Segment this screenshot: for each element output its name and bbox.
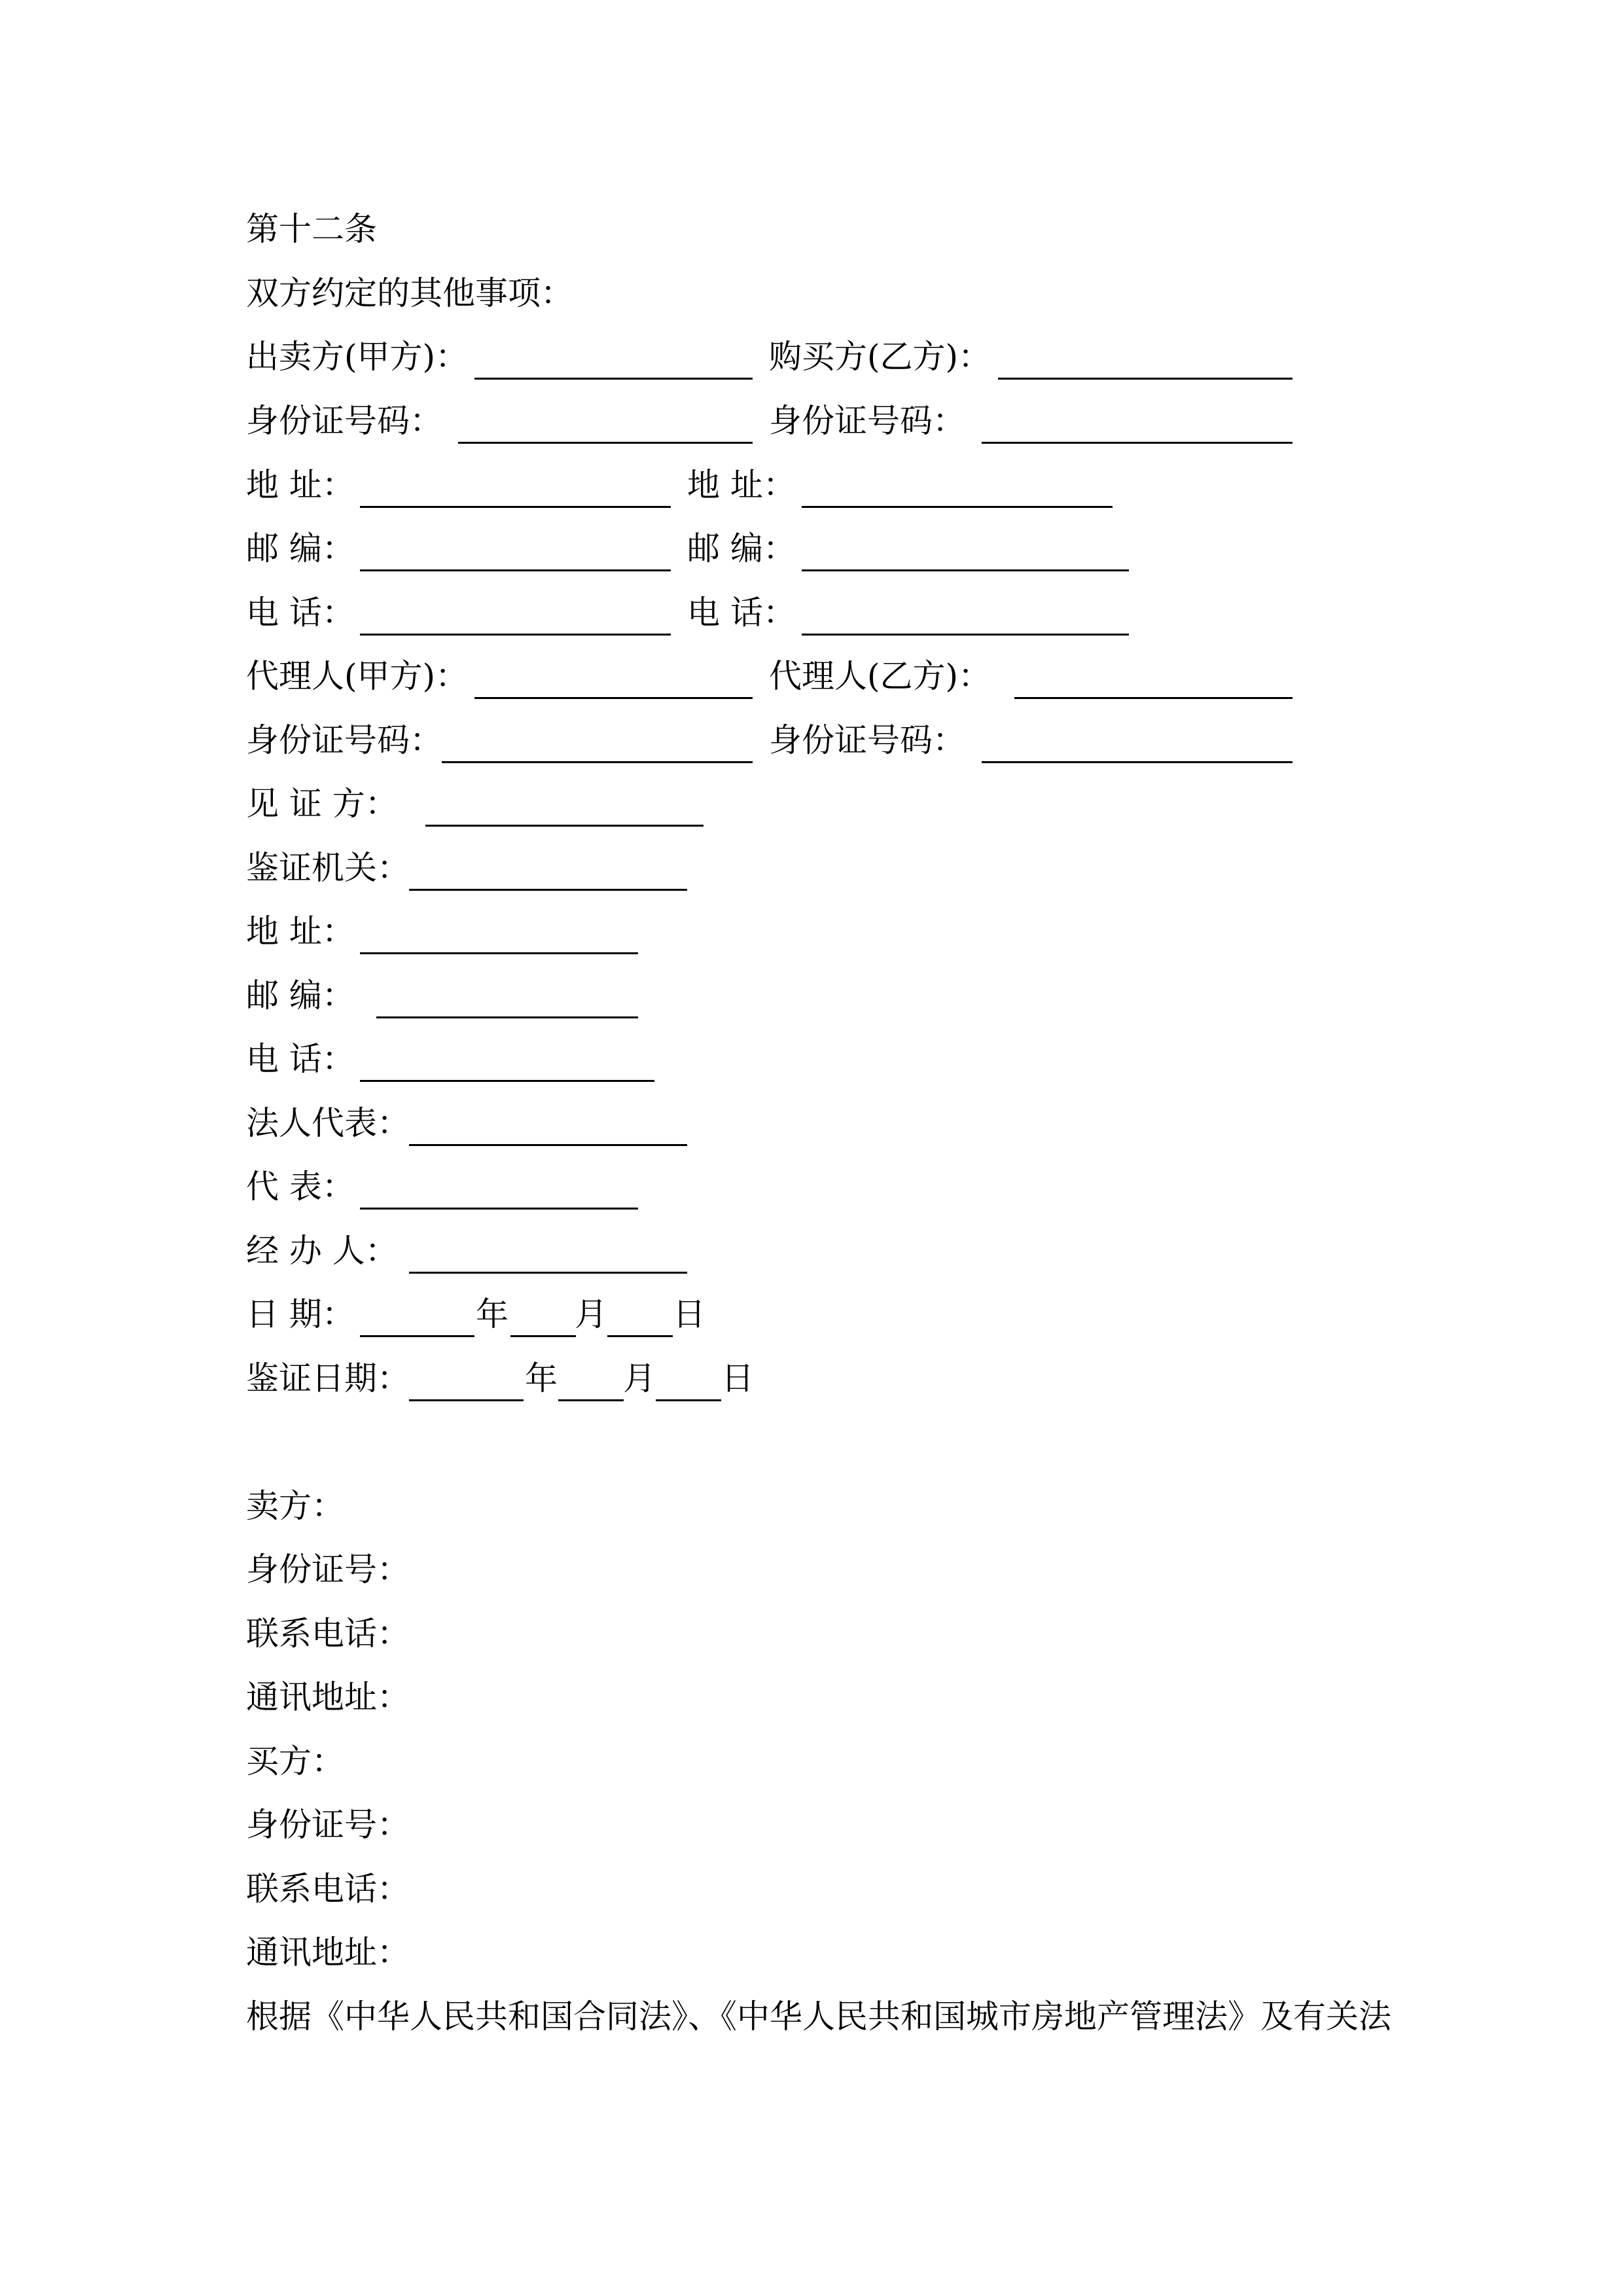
buyer-blank bbox=[998, 332, 1293, 380]
auth-date-month-unit: 月 bbox=[623, 1359, 656, 1397]
date-year-unit: 年 bbox=[476, 1295, 508, 1333]
date-month-unit: 月 bbox=[575, 1295, 607, 1333]
witness-row bbox=[0, 1226, 1623, 1276]
buyer-id-blank bbox=[982, 396, 1293, 444]
auth-date-year-unit: 年 bbox=[525, 1359, 558, 1397]
closing-line bbox=[0, 1992, 1623, 2041]
representative-label: 代 表： bbox=[246, 1168, 355, 1206]
date-day-blank bbox=[607, 1289, 673, 1337]
contact-line bbox=[0, 1545, 1623, 1594]
party-row bbox=[0, 651, 1623, 701]
seller-id-line: 身份证号： bbox=[246, 1551, 410, 1588]
seller-label: 出卖方(甲方)： bbox=[246, 338, 469, 376]
buyer-heading: 买方： bbox=[246, 1742, 344, 1780]
witness-blank bbox=[425, 779, 704, 827]
buyer-label: 购买方(乙方)： bbox=[769, 338, 991, 376]
seller-phone-label: 电 话： bbox=[246, 594, 355, 632]
seller-phone-blank bbox=[360, 588, 671, 636]
buyer-phone-line: 联系电话： bbox=[246, 1870, 410, 1908]
party-row bbox=[0, 588, 1623, 637]
other-matters-line bbox=[0, 268, 1623, 318]
auth-date-day-unit: 日 bbox=[721, 1359, 754, 1397]
buyer-mail-address-line: 通讯地址： bbox=[246, 1933, 410, 1971]
date-row bbox=[0, 1289, 1623, 1339]
authority-postcode-blank bbox=[376, 971, 638, 1018]
party-row bbox=[0, 332, 1623, 382]
seller-postcode-blank bbox=[360, 524, 671, 571]
authority-label: 鉴证机关： bbox=[246, 849, 410, 887]
handler-label: 经 办 人： bbox=[246, 1232, 398, 1270]
contact-line bbox=[0, 1481, 1623, 1531]
auth-date-year-blank bbox=[409, 1354, 524, 1401]
seller-agent-blank bbox=[474, 651, 753, 699]
date-year-blank bbox=[360, 1289, 474, 1337]
seller-blank bbox=[474, 332, 753, 380]
closing-text: 根据《中华人民共和国合同法》、《中华人民共和国城市房地产管理法》及有关法 bbox=[246, 1998, 1391, 2036]
buyer-id-label: 身份证号码： bbox=[769, 402, 965, 440]
seller-postcode-label: 邮 编： bbox=[246, 529, 355, 567]
auth-date-month-blank bbox=[558, 1354, 624, 1401]
date-day-unit: 日 bbox=[673, 1295, 705, 1333]
seller-mail-address-line: 通讯地址： bbox=[246, 1678, 410, 1716]
seller-address-label: 地 址： bbox=[246, 466, 355, 504]
seller-agent-label: 代理人(甲方)： bbox=[246, 657, 469, 695]
contact-line bbox=[0, 1864, 1623, 1914]
authority-blank bbox=[409, 843, 687, 891]
contact-line bbox=[0, 1800, 1623, 1850]
buyer-agent-label: 代理人(乙方)： bbox=[769, 657, 991, 695]
party-row bbox=[0, 396, 1623, 446]
authority-address-blank bbox=[360, 906, 638, 954]
buyer-agent-blank bbox=[1014, 651, 1293, 699]
representative-blank bbox=[360, 1162, 638, 1210]
authority-postcode-label: 邮 编： bbox=[246, 977, 355, 1014]
party-row bbox=[0, 460, 1623, 510]
buyer-id-line: 身份证号： bbox=[246, 1806, 410, 1844]
auth-date-label: 鉴证日期： bbox=[246, 1359, 410, 1397]
other-matters-heading: 双方约定的其他事项： bbox=[246, 274, 573, 312]
buyer-address-blank bbox=[802, 460, 1113, 508]
contact-line bbox=[0, 1928, 1623, 1977]
article-heading-line bbox=[0, 204, 1623, 254]
authority-phone-blank bbox=[360, 1034, 654, 1082]
witness-row bbox=[0, 1098, 1623, 1148]
article-heading: 第十二条 bbox=[246, 210, 377, 248]
witness-row bbox=[0, 971, 1623, 1020]
seller-id-blank bbox=[458, 396, 753, 444]
seller-agent-id-label: 身份证号码： bbox=[246, 721, 442, 759]
contact-line bbox=[0, 1736, 1623, 1786]
date-month-blank bbox=[510, 1289, 576, 1337]
auth-date-day-blank bbox=[656, 1354, 721, 1401]
party-row bbox=[0, 715, 1623, 765]
buyer-phone-blank bbox=[802, 588, 1129, 636]
buyer-agent-id-label: 身份证号码： bbox=[769, 721, 965, 759]
witness-row bbox=[0, 843, 1623, 893]
witness-row bbox=[0, 1162, 1623, 1211]
buyer-postcode-label: 邮 编： bbox=[687, 529, 796, 567]
authority-phone-label: 电 话： bbox=[246, 1040, 355, 1078]
buyer-postcode-blank bbox=[802, 524, 1129, 571]
seller-id-label: 身份证号码： bbox=[246, 402, 442, 440]
date-row bbox=[0, 1354, 1623, 1403]
legal-rep-label: 法人代表： bbox=[246, 1104, 410, 1142]
seller-phone-line: 联系电话： bbox=[246, 1615, 410, 1653]
witness-row bbox=[0, 1034, 1623, 1084]
witness-label: 见 证 方： bbox=[246, 785, 398, 823]
handler-blank bbox=[409, 1226, 687, 1274]
seller-agent-id-blank bbox=[442, 715, 753, 763]
contact-line bbox=[0, 1609, 1623, 1659]
witness-row bbox=[0, 779, 1623, 829]
witness-row bbox=[0, 906, 1623, 956]
legal-rep-blank bbox=[409, 1098, 687, 1146]
date-label: 日 期： bbox=[246, 1295, 355, 1333]
contact-line bbox=[0, 1672, 1623, 1722]
buyer-phone-label: 电 话： bbox=[687, 594, 796, 632]
buyer-address-label: 地 址： bbox=[687, 466, 796, 504]
seller-address-blank bbox=[360, 460, 671, 508]
party-row bbox=[0, 524, 1623, 573]
buyer-agent-id-blank bbox=[982, 715, 1293, 763]
authority-address-label: 地 址： bbox=[246, 912, 355, 950]
seller-heading: 卖方： bbox=[246, 1487, 344, 1525]
